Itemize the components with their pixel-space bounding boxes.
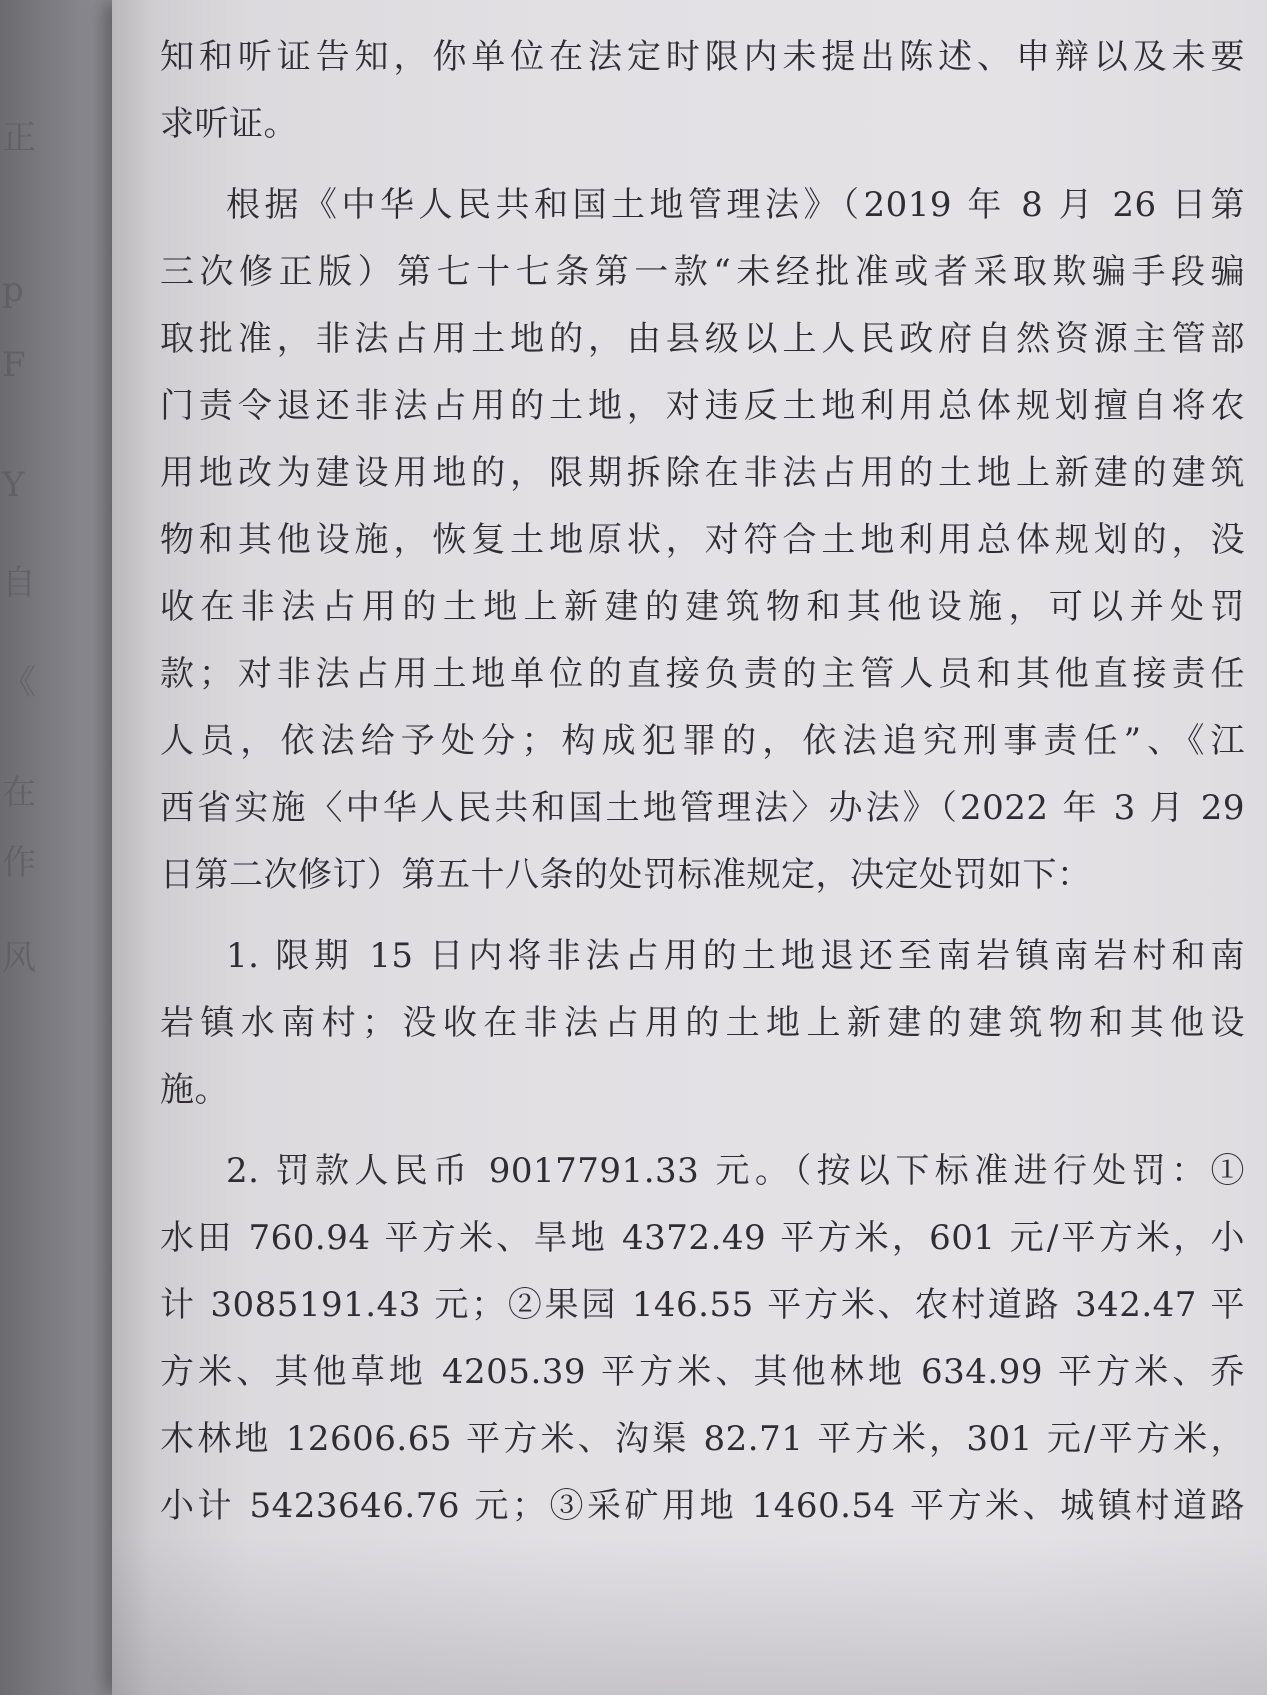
ghost-character: 风 xyxy=(2,938,36,978)
ghost-character: 正 xyxy=(2,118,36,158)
text-line: 日第二次修订）第五十八条的处罚标准规定，决定处罚如下： xyxy=(160,855,1092,895)
text-line: 门责令退还非法占用的土地，对违反土地利用总体规划擅自将农 xyxy=(160,386,1245,426)
text-line: 施。 xyxy=(160,1070,229,1110)
ghost-character: p xyxy=(2,270,24,310)
text-line: 小计 5423646.76 元；③采矿用地 1460.54 平方米、城镇村道路 xyxy=(160,1486,1245,1526)
ghost-character: 自 xyxy=(2,563,36,603)
text-line: 岩镇水南村；没收在非法占用的土地上新建的建筑物和其他设 xyxy=(160,1003,1245,1043)
paragraph-penalty-item-2 xyxy=(160,1138,1245,1540)
text-line: 款；对非法占用土地单位的直接负责的主管人员和其他直接责任 xyxy=(160,654,1245,694)
text-line: 木林地 12606.65 平方米、沟渠 82.71 平方米，301 元/平方米， xyxy=(160,1419,1245,1459)
document-body xyxy=(160,24,1245,1540)
text-line: 收在非法占用的土地上新建的建筑物和其他设施，可以并处罚 xyxy=(160,587,1245,627)
text-line: 人员，依法给予处分；构成犯罪的，依法追究刑事责任”、《江 xyxy=(160,721,1245,761)
text-line: 2. 罚款人民币 9017791.33 元。（按以下标准进行处罚：① xyxy=(226,1151,1245,1191)
ghost-character: 在 xyxy=(2,773,36,813)
text-line: 水田 760.94 平方米、旱地 4372.49 平方米，601 元/平方米，小 xyxy=(160,1218,1245,1258)
text-line: 求听证。 xyxy=(160,104,298,144)
text-line: 取批准，非法占用土地的，由县级以上人民政府自然资源主管部 xyxy=(160,319,1245,359)
text-line: 1. 限期 15 日内将非法占用的土地退还至南岩镇南岩村和南 xyxy=(226,936,1245,976)
paragraph-penalty-item-1 xyxy=(160,923,1245,1124)
text-line: 方米、其他草地 4205.39 平方米、其他林地 634.99 平方米、乔 xyxy=(160,1352,1245,1392)
ghost-character: 作 xyxy=(2,843,36,883)
text-line: 计 3085191.43 元；②果园 146.55 平方米、农村道路 342.47 平 xyxy=(160,1285,1245,1325)
ghost-character: Y xyxy=(2,465,25,505)
document-page xyxy=(112,0,1267,1695)
ghost-character: F xyxy=(2,345,26,385)
text-line: 物和其他设施，恢复土地原状，对符合土地利用总体规划的，没 xyxy=(160,520,1245,560)
paragraph-legal-basis xyxy=(160,172,1245,909)
ghost-character: 《 xyxy=(2,663,36,703)
paragraph-hearing-notice xyxy=(160,24,1245,158)
text-line: 根据《中华人民共和国土地管理法》（2019 年 8 月 26 日第 xyxy=(226,185,1245,225)
text-line: 三次修正版）第七十七条第一款“未经批准或者采取欺骗手段骗 xyxy=(160,252,1245,292)
text-line: 西省实施〈中华人民共和国土地管理法〉办法》（2022 年 3 月 29 xyxy=(160,788,1245,828)
text-line: 用地改为建设用地的，限期拆除在非法占用的土地上新建的建筑 xyxy=(160,453,1245,493)
text-line: 知和听证告知，你单位在法定时限内未提出陈述、申辩以及未要 xyxy=(160,37,1245,77)
